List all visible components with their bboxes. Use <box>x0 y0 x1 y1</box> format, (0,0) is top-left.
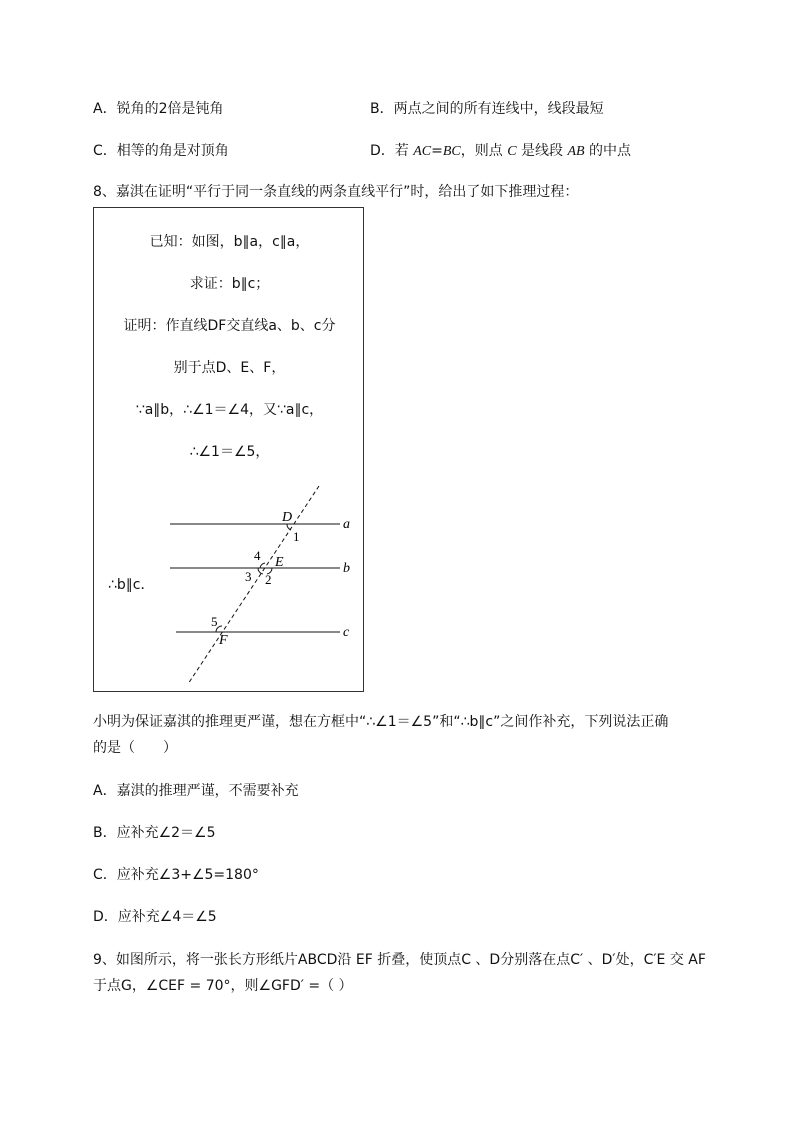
label-n1: 1 <box>293 529 300 544</box>
label-d: D <box>282 510 293 525</box>
q9-line-1: 9、如图所示，将一张长方形纸片ABCD沿 EF 折叠，使顶点C 、D分别落在点C′ 、D′处，C′E 交 AF <box>93 952 706 968</box>
q8-question-line-1: 小明为保证嘉淇的推理更严谨，想在方框中“∴∠1＝∠5”和“∴b∥c”之间作补充，下列说法正确 <box>93 714 669 730</box>
q7-option-d-mid2: 是线段 <box>516 143 568 159</box>
label-b: b <box>343 561 350 576</box>
transversal-df <box>188 486 319 684</box>
angle-4-arc <box>260 563 265 568</box>
q8-question-line-2: 的是（ ） <box>93 740 177 756</box>
q8-option-a: A．嘉淇的推理严谨，不需要补充 <box>93 783 299 799</box>
parallel-lines-figure <box>94 208 365 693</box>
q7-option-b: B．两点之间的所有连线中，线段最短 <box>370 101 604 117</box>
q7-option-d-point-c: C <box>507 144 517 159</box>
q7-option-d-bc: BC <box>442 144 461 159</box>
proof-line-1: 证明：作直线DF交直线a、b、c分 <box>123 318 336 334</box>
q8-option-b: B．应补充∠2＝∠5 <box>93 825 216 841</box>
q9-line-2: 于点G，∠CEF = 70°，则∠GFD′ =（ ） <box>93 978 353 994</box>
q7-option-d-prefix: D．若 <box>370 143 414 159</box>
label-n2: 2 <box>265 572 272 587</box>
q7-option-a: A．锐角的2倍是钝角 <box>93 101 224 117</box>
proof-line-3: ∵a∥b，∴∠1＝∠4，又∵a∥c， <box>135 402 324 418</box>
label-n5: 5 <box>211 614 218 629</box>
q7-option-d-ac: AC <box>413 144 432 159</box>
q8-stem: 8、嘉淇在证明“平行于同一条直线的两条直线平行”时，给出了如下推理过程： <box>93 184 579 200</box>
q7-option-d-segment-ab: AB <box>567 144 585 159</box>
angle-3-arc <box>258 568 263 574</box>
label-e: E <box>275 555 284 570</box>
proof-prove: 求证：b∥c； <box>189 276 270 292</box>
q8-option-d: D．应补充∠4＝∠5 <box>93 909 217 925</box>
proof-given: 已知：如图，b∥a，c∥a， <box>149 234 310 250</box>
proof-line-4: ∴∠1＝∠5， <box>189 444 270 460</box>
label-n3: 3 <box>245 569 252 584</box>
proof-line-2: 别于点D、E、F， <box>173 360 286 376</box>
q7-option-d <box>370 141 631 162</box>
label-f: F <box>219 633 228 648</box>
q7-option-d-suffix: 的中点 <box>584 143 632 159</box>
label-a: a <box>343 517 350 532</box>
q8-option-c: C．应补充∠3+∠5=180° <box>93 867 259 883</box>
label-n4: 4 <box>254 548 261 563</box>
q7-option-d-equals: = <box>431 143 443 159</box>
q7-option-c: C．相等的角是对顶角 <box>93 143 229 159</box>
label-c: c <box>343 625 350 640</box>
proof-box <box>93 207 364 692</box>
proof-conclusion: ∴b∥c． <box>108 577 155 593</box>
q7-option-d-mid: ，则点 <box>460 143 508 159</box>
